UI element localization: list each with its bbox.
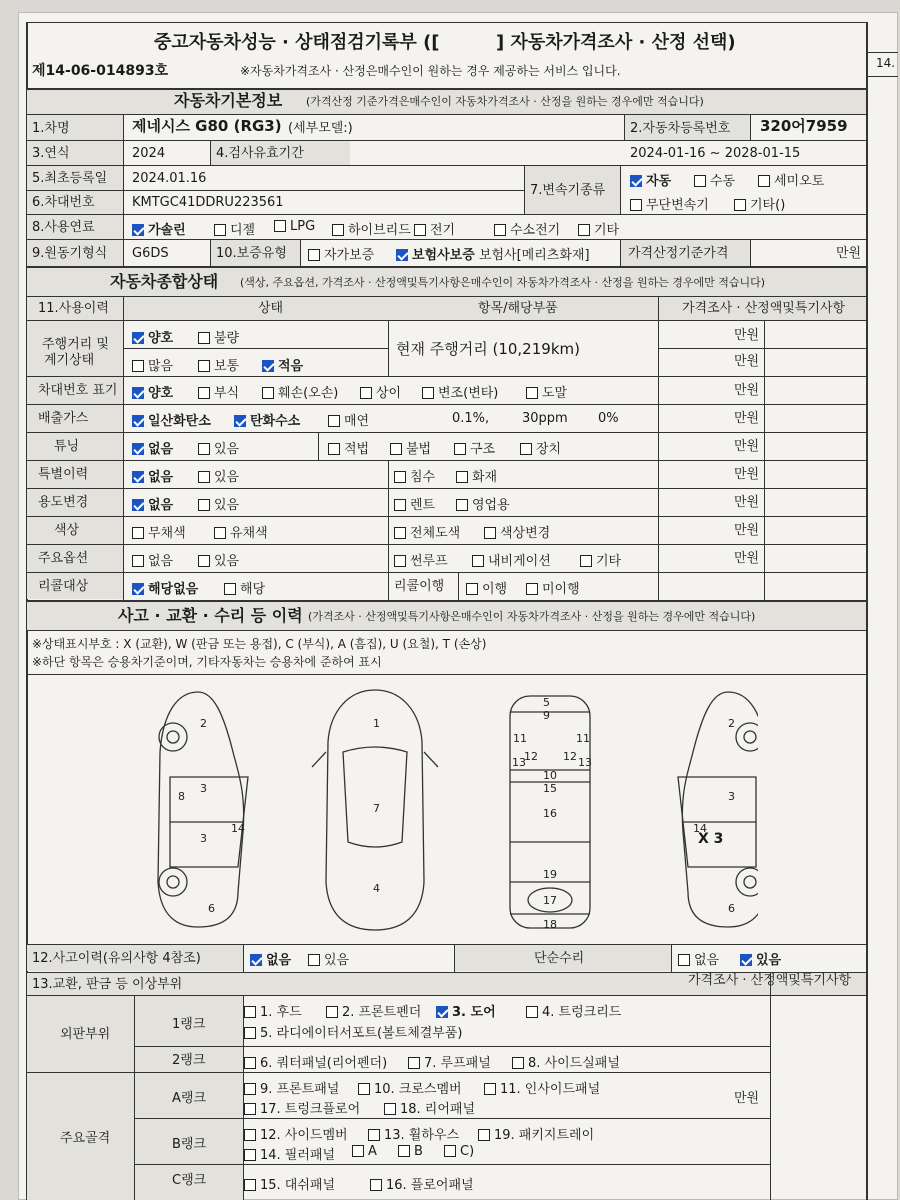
- checkbox-icon: [580, 555, 592, 567]
- checkbox-icon: [326, 1006, 338, 1018]
- rank2-part[interactable]: 7. 루프패널: [408, 1052, 491, 1071]
- mileage-value: 현재 주행거리 (10,219km): [396, 340, 580, 358]
- mileage-option[interactable]: 양호: [132, 327, 173, 346]
- exists-option[interactable]: 있음: [198, 466, 239, 485]
- rankB-part[interactable]: 13. 휠하우스: [368, 1124, 459, 1143]
- checkbox-icon: [198, 555, 210, 567]
- special-option[interactable]: 침수: [394, 466, 435, 485]
- accident-title: 사고 · 교환 · 수리 등 이력: [118, 606, 303, 625]
- checkbox-icon: [224, 583, 236, 595]
- checkbox-icon: [274, 220, 286, 232]
- status-row-label: 용도변경: [38, 495, 89, 510]
- exists-option[interactable]: 있음: [198, 550, 239, 569]
- warranty-insurance-checkbox[interactable]: 보험사보증 보험사[메리츠화재]: [396, 244, 590, 263]
- checkbox-icon: [414, 224, 426, 236]
- checkbox-icon: [244, 1179, 256, 1191]
- checkbox-icon: [262, 360, 274, 372]
- car-top-view: [312, 690, 438, 930]
- checkbox-icon: [478, 1129, 490, 1141]
- none-option[interactable]: 없음: [132, 550, 173, 569]
- checkbox-icon: [370, 1179, 382, 1191]
- parts-label: 13.교환, 판금 등 이상부위: [32, 977, 183, 992]
- checkbox-icon: [456, 499, 468, 511]
- recall-done-label: 리콜이행: [394, 579, 445, 594]
- price-std-unit: 만원: [836, 246, 862, 261]
- emission-hc-value: 30ppm: [522, 411, 568, 426]
- checkbox-icon: [494, 224, 506, 236]
- checkbox-icon: [512, 1057, 524, 1069]
- svg-text:11: 11: [513, 732, 527, 745]
- price-unit: 만원: [734, 439, 760, 454]
- checkbox-icon: [436, 1006, 448, 1018]
- option-option[interactable]: 내비게이션: [472, 550, 551, 569]
- warranty-label: 10.보증유형: [216, 246, 287, 261]
- svg-text:9: 9: [543, 709, 550, 722]
- reg-no: 320어7959: [760, 117, 848, 135]
- none-option[interactable]: 없음: [132, 466, 173, 485]
- svg-text:4: 4: [373, 882, 380, 895]
- price-std-label: 가격산정기준가격: [628, 246, 729, 261]
- mileage-option[interactable]: 적음: [262, 355, 303, 374]
- checkbox-icon: [132, 555, 144, 567]
- svg-text:8: 8: [178, 790, 185, 803]
- checkbox-icon: [484, 1083, 496, 1095]
- svg-text:3: 3: [728, 790, 735, 803]
- svg-text:10: 10: [543, 769, 557, 782]
- price-unit: 만원: [734, 411, 760, 426]
- fuel-label: 8.사용연료: [32, 220, 95, 235]
- exists-option[interactable]: 있음: [198, 494, 239, 513]
- checkbox-icon: [132, 471, 144, 483]
- checkbox-icon: [394, 527, 406, 539]
- simple-repair-label: 단순수리: [534, 951, 585, 966]
- mileage-label-2: 계기상태: [44, 353, 95, 368]
- checkbox-icon: [132, 224, 144, 236]
- transmission-option[interactable]: 자동: [630, 170, 671, 189]
- accident-history-label: 12.사고이력(유의사항 4참조): [32, 951, 201, 966]
- rankB-part[interactable]: 14. 필러패널: [244, 1144, 335, 1163]
- mileage-option[interactable]: 불량: [198, 327, 239, 346]
- checkbox-icon: [526, 1006, 538, 1018]
- mileage-label-1: 주행거리 및: [42, 337, 109, 352]
- price-unit: 만원: [734, 467, 760, 482]
- svg-text:2: 2: [728, 717, 735, 730]
- checkbox-icon: [244, 1006, 256, 1018]
- inspect-value: 2024-01-16 ~ 2028-01-15: [630, 146, 801, 161]
- legend-line-2: ※하단 항목은 승용차기준이며, 기타자동차는 승용차에 준하여 표시: [32, 655, 382, 669]
- col-price: 가격조사 · 산정액및특기사항: [682, 301, 846, 316]
- checkbox-icon: [132, 387, 144, 399]
- svg-text:5: 5: [543, 696, 550, 709]
- fuel-option[interactable]: 디젤: [214, 219, 255, 238]
- parts-price-unit: 만원: [734, 1091, 760, 1106]
- col-state: 상태: [258, 301, 284, 316]
- price-unit: 만원: [734, 495, 760, 510]
- plate-option[interactable]: 양호: [132, 382, 173, 401]
- svg-text:11: 11: [576, 732, 590, 745]
- checkbox-icon: [234, 415, 246, 427]
- color-option[interactable]: 유채색: [214, 522, 268, 541]
- svg-text:6: 6: [208, 902, 215, 915]
- first-reg-label: 5.최초등록일: [32, 171, 108, 186]
- rankA-part[interactable]: 17. 트렁크플로어: [244, 1098, 360, 1117]
- svg-text:16: 16: [543, 807, 557, 820]
- legend-line-1: ※상태표시부호 : X (교환), W (판금 또는 용접), C (부식), A (흠집), U (요철), T (손상): [32, 637, 487, 651]
- svg-text:7: 7: [373, 802, 380, 815]
- checkbox-icon: [132, 415, 144, 427]
- car-right-side-view: [678, 692, 758, 927]
- transmission-option[interactable]: 기타(): [734, 194, 785, 213]
- price-unit: 만원: [734, 551, 760, 566]
- emission-option[interactable]: 탄화수소: [234, 410, 300, 429]
- year-label: 3.연식: [32, 146, 70, 161]
- status-row-label: 배출가스: [38, 411, 89, 426]
- damage-mark: X 3: [698, 831, 724, 847]
- checkbox-icon: [520, 443, 532, 455]
- checkbox-icon: [630, 175, 642, 187]
- accident-yes-checkbox[interactable]: 있음: [308, 949, 349, 968]
- usage-option[interactable]: 영업용: [456, 494, 510, 513]
- checkbox-icon: [132, 527, 144, 539]
- color-option[interactable]: 무채색: [132, 522, 186, 541]
- checkbox-icon: [358, 1083, 370, 1095]
- checkbox-icon: [198, 471, 210, 483]
- rankB-part[interactable]: A: [352, 1144, 377, 1159]
- rank1-part[interactable]: 4. 트렁크리드: [526, 1001, 621, 1020]
- rankB-part[interactable]: B: [398, 1144, 423, 1159]
- checkbox-icon: [360, 387, 372, 399]
- rank-a-label: A랭크: [172, 1091, 207, 1106]
- rank2-part[interactable]: 6. 쿼터패널(리어펜더): [244, 1052, 387, 1071]
- plate-option[interactable]: 상이: [360, 382, 401, 401]
- checkbox-icon: [456, 471, 468, 483]
- checkbox-icon: [384, 1103, 396, 1115]
- emission-co-value: 0.1%,: [452, 411, 490, 426]
- rank-b-label: B랭크: [172, 1137, 207, 1152]
- side-section-number: 14.: [876, 56, 896, 70]
- checkbox-icon: [454, 443, 466, 455]
- svg-text:13: 13: [512, 756, 526, 769]
- rank1-part[interactable]: 1. 후드: [244, 1001, 302, 1020]
- service-note: ※자동차가격조사 · 산정은매수인이 원하는 경우 제공하는 서비스 입니다.: [240, 64, 621, 78]
- mileage-option[interactable]: 많음: [132, 355, 173, 374]
- checkbox-icon: [262, 387, 274, 399]
- svg-text:6: 6: [728, 902, 735, 915]
- status-row-label: 튜닝: [54, 439, 80, 454]
- svg-text:2: 2: [200, 717, 207, 730]
- checkbox-icon: [214, 527, 226, 539]
- color-option[interactable]: 색상변경: [484, 522, 550, 541]
- checkbox-icon: [472, 555, 484, 567]
- status-row-label: 차대번호 표기: [38, 383, 118, 398]
- transmission-option[interactable]: 수동: [694, 170, 735, 189]
- checkbox-icon: [526, 583, 538, 595]
- status-row-label: 색상: [54, 523, 80, 538]
- recall-option[interactable]: 해당없음: [132, 578, 198, 597]
- outer-panel-label: 외판부위: [60, 1027, 111, 1042]
- emission-option[interactable]: 매연: [328, 410, 369, 429]
- rank-2-label: 2랭크: [172, 1053, 206, 1068]
- col-item: 항목/해당부품: [478, 301, 558, 316]
- transmission-option[interactable]: 무단변속기: [630, 194, 709, 213]
- first-reg-value: 2024.01.16: [132, 171, 207, 186]
- transmission-option[interactable]: 세미오토: [758, 170, 824, 189]
- checkbox-icon: [332, 224, 344, 236]
- checkbox-icon: [132, 443, 144, 455]
- svg-text:13: 13: [578, 756, 592, 769]
- rank-c-label: C랭크: [172, 1173, 207, 1188]
- rankA-part[interactable]: 18. 리어패널: [384, 1098, 475, 1117]
- rank1-part[interactable]: 5. 라디에이터서포트(볼트체결부품): [244, 1022, 463, 1041]
- accident-note: (가격조사 · 산정액및특기사항은매수인이 자동차가격조사 · 산정을 원하는 경우에만 적습니다): [308, 610, 756, 623]
- checkbox-icon: [758, 175, 770, 187]
- checkbox-icon: [466, 583, 478, 595]
- checkbox-icon: [694, 175, 706, 187]
- checkbox-icon: [244, 1027, 256, 1039]
- status-row-label: 특별이력: [38, 467, 89, 482]
- status-row-label: 리콜대상: [38, 579, 89, 594]
- status-note: (색상, 주요옵션, 가격조사 · 산정액및특기사항은매수인이 자동차가격조사 · 산정을 원하는 경우에만 적습니다): [240, 276, 766, 289]
- simple-none-checkbox[interactable]: 없음: [678, 949, 719, 968]
- engine-value: G6DS: [132, 246, 169, 261]
- checkbox-icon: [244, 1129, 256, 1141]
- usage-option[interactable]: 렌트: [394, 494, 435, 513]
- rankC-part[interactable]: 15. 대쉬패널: [244, 1174, 335, 1193]
- year-value: 2024: [132, 146, 166, 161]
- car-name-sub: (세부모델:): [288, 121, 353, 136]
- reg-no-label: 2.자동차등록번호: [630, 121, 731, 136]
- checkbox-icon: [368, 1129, 380, 1141]
- checkbox-icon: [484, 527, 496, 539]
- doc-title-part2: ] 자동차가격조사 · 산정 선택): [496, 32, 736, 53]
- car-name-label: 1.차명: [32, 121, 70, 136]
- checkbox-icon: [328, 443, 340, 455]
- warranty-self-checkbox[interactable]: 자가보증: [308, 244, 374, 263]
- basic-info-title: 자동차기본정보: [174, 91, 283, 110]
- svg-text:3: 3: [200, 782, 207, 795]
- fuel-option[interactable]: 기타: [578, 219, 619, 238]
- checkbox-icon: [394, 471, 406, 483]
- price-unit: 만원: [734, 354, 760, 369]
- plate-option[interactable]: 변조(변타): [422, 382, 498, 401]
- inspect-label: 4.검사유효기간: [216, 146, 304, 161]
- svg-text:17: 17: [543, 894, 557, 907]
- checkbox-icon: [198, 332, 210, 344]
- special-option[interactable]: 화재: [456, 466, 497, 485]
- checkbox-icon: [198, 387, 210, 399]
- checkbox-icon: [578, 224, 590, 236]
- checkbox-icon: [630, 199, 642, 211]
- fuel-option[interactable]: LPG: [274, 219, 315, 234]
- tuning-option[interactable]: 구조: [454, 438, 495, 457]
- svg-text:19: 19: [543, 868, 557, 881]
- rank2-part[interactable]: 8. 사이드실패널: [512, 1052, 620, 1071]
- exists-option[interactable]: 있음: [198, 438, 239, 457]
- car-name: 제네시스 G80 (RG3): [132, 117, 282, 135]
- checkbox-icon: [394, 555, 406, 567]
- none-option[interactable]: 없음: [132, 438, 173, 457]
- checkbox-icon: [328, 415, 340, 427]
- svg-text:18: 18: [543, 918, 557, 931]
- plate-option[interactable]: 훼손(오손): [262, 382, 338, 401]
- price-unit: 만원: [734, 523, 760, 538]
- svg-text:14: 14: [693, 822, 707, 835]
- checkbox-icon: [132, 360, 144, 372]
- checkbox-icon: [132, 583, 144, 595]
- color-option[interactable]: 전체도색: [394, 522, 460, 541]
- car-frame-view: [510, 696, 592, 931]
- svg-text:14: 14: [231, 822, 245, 835]
- status-title: 자동차종합상태: [110, 272, 219, 291]
- svg-text:15: 15: [543, 782, 557, 795]
- option-option[interactable]: 썬루프: [394, 550, 448, 569]
- plate-option[interactable]: 부식: [198, 382, 239, 401]
- checkbox-icon: [734, 199, 746, 211]
- recall-option[interactable]: 해당: [224, 578, 265, 597]
- simple-yes-checkbox[interactable]: 있음: [740, 949, 781, 968]
- checkbox-icon: [244, 1103, 256, 1115]
- rankB-part[interactable]: 12. 사이드멤버: [244, 1124, 348, 1143]
- svg-text:12: 12: [524, 750, 538, 763]
- rankB-part[interactable]: 19. 패키지트레이: [478, 1124, 594, 1143]
- car-damage-diagram: [138, 682, 758, 942]
- recall-done-option[interactable]: 이행: [466, 578, 507, 597]
- checkbox-icon: [408, 1057, 420, 1069]
- svg-text:1: 1: [373, 717, 380, 730]
- none-option[interactable]: 없음: [132, 494, 173, 513]
- fuel-option[interactable]: 하이브리드: [332, 219, 411, 238]
- fuel-option[interactable]: 전기: [414, 219, 455, 238]
- option-option[interactable]: 기타: [580, 550, 621, 569]
- vin-value: KMTGC41DDRU223561: [132, 195, 284, 210]
- car-left-side-view: [158, 692, 248, 927]
- emission-smoke-value: 0%: [598, 411, 619, 426]
- checkbox-icon: [198, 360, 210, 372]
- tuning-option[interactable]: 적법: [328, 438, 369, 457]
- recall-done-option[interactable]: 미이행: [526, 578, 580, 597]
- rank1-part[interactable]: 2. 프론트펜더: [326, 1001, 421, 1020]
- basic-info-note: (가격산정 기준가격은매수인이 자동차가격조사 · 산정을 원하는 경우에만 적습니다): [306, 95, 704, 108]
- checkbox-icon: [244, 1083, 256, 1095]
- checkbox-icon: [198, 499, 210, 511]
- vin-label: 6.차대번호: [32, 195, 95, 210]
- checkbox-icon: [526, 387, 538, 399]
- checkbox-icon: [352, 1145, 364, 1157]
- checkbox-icon: [198, 443, 210, 455]
- accident-none-checkbox[interactable]: 없음: [250, 949, 291, 968]
- rankA-part[interactable]: 11. 인사이드패널: [484, 1078, 600, 1097]
- emission-option[interactable]: 일산화탄소: [132, 410, 211, 429]
- tuning-option[interactable]: 불법: [390, 438, 431, 457]
- checkbox-icon: [444, 1145, 456, 1157]
- rankC-part[interactable]: 16. 플로어패널: [370, 1174, 474, 1193]
- rankB-part[interactable]: C): [444, 1144, 474, 1159]
- mileage-option[interactable]: 보통: [198, 355, 239, 374]
- svg-text:3: 3: [200, 832, 207, 845]
- rankA-part[interactable]: 10. 크로스멤버: [358, 1078, 462, 1097]
- inspection-document: [18, 12, 898, 1200]
- doc-title-part1: 중고자동차성능 · 상태점검기록부 ([: [154, 32, 440, 53]
- svg-text:12: 12: [563, 750, 577, 763]
- price-unit: 만원: [734, 328, 760, 343]
- transmission-label: 7.변속기종류: [530, 183, 606, 198]
- checkbox-icon: [394, 499, 406, 511]
- plate-option[interactable]: 도말: [526, 382, 567, 401]
- rankA-part[interactable]: 9. 프론트패널: [244, 1078, 339, 1097]
- rank1-part[interactable]: 3. 도어: [436, 1001, 496, 1020]
- tuning-option[interactable]: 장치: [520, 438, 561, 457]
- checkbox-icon: [132, 499, 144, 511]
- checkbox-icon: [398, 1145, 410, 1157]
- checkbox-icon: [390, 443, 402, 455]
- rank-1-label: 1랭크: [172, 1017, 206, 1032]
- fuel-option[interactable]: 수소전기: [494, 219, 560, 238]
- frame-label: 주요골격: [60, 1131, 111, 1146]
- col-history: 11.사용이력: [38, 301, 109, 316]
- parts-price-label: 가격조사 · 산정액및특기사항: [688, 973, 852, 988]
- checkbox-icon: [132, 332, 144, 344]
- checkbox-icon: [244, 1149, 256, 1161]
- checkbox-icon: [244, 1057, 256, 1069]
- price-unit: 만원: [734, 383, 760, 398]
- status-row-label: 주요옵션: [38, 551, 89, 566]
- fuel-option[interactable]: 가솔린: [132, 219, 186, 238]
- engine-label: 9.원동기형식: [32, 246, 108, 261]
- doc-number: 제14-06-014893호: [32, 63, 169, 79]
- checkbox-icon: [422, 387, 434, 399]
- checkbox-icon: [214, 224, 226, 236]
